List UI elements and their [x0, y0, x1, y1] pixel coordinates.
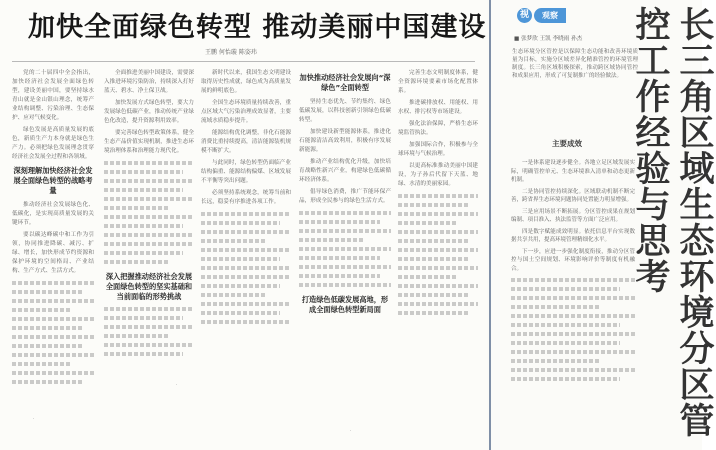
text-line-texture [12, 317, 94, 321]
paper-noise-dot [350, 430, 351, 431]
text-line-texture [511, 368, 635, 372]
text-line-texture [104, 316, 183, 320]
text-line-texture [12, 362, 71, 366]
article-column-1 [12, 69, 94, 449]
text-line-texture [398, 221, 456, 225]
text-line-texture [398, 266, 478, 270]
column-1-paragraph: 绿色发展是高质量发展的底色，新质生产力本身就是绿色生产力。必须把绿色发展理念贯穿经济社会发展全过程和各领域。 [12, 127, 94, 160]
text-line-texture [299, 247, 391, 251]
text-line-texture [398, 212, 478, 216]
text-line-texture [398, 248, 478, 252]
text-line-texture [398, 293, 468, 297]
column-3-paragraph: 能源结构优化调整，非化石能源消费比重持续提高，清洁能源装机规模不断扩大。 [201, 130, 291, 154]
column-2-paragraph: 加快发展方式绿色转型，要大力发展绿色低碳产业，推动传统产业绿色化改造，提升资源利用效率。 [104, 100, 194, 124]
text-line-texture [12, 308, 71, 312]
text-line-texture [398, 275, 456, 279]
column-5-paragraph: 以更高标准推动美丽中国建设，为子孙后代留下天蓝、地绿、水清的美丽家园。 [398, 163, 478, 187]
text-line-texture [104, 334, 169, 338]
observation-badge-icon: 视 [517, 8, 532, 23]
text-line-texture [511, 296, 635, 300]
text-line-texture [104, 251, 183, 255]
text-line-texture [104, 161, 194, 165]
text-line-texture [104, 179, 194, 183]
paper-noise-dot [33, 418, 34, 419]
column-5-paragraph: 加强国际合作，积极参与全球环境与气候治理。 [398, 142, 478, 157]
article-column-2 [104, 69, 194, 449]
text-line-texture [201, 266, 291, 270]
text-line-texture [299, 265, 391, 269]
observation-badge-label: 观察 [534, 8, 566, 23]
text-line-texture [511, 287, 620, 291]
text-line-texture [511, 359, 600, 363]
text-line-texture [299, 274, 380, 278]
text-line-texture [201, 230, 291, 234]
text-line-texture [104, 307, 194, 311]
column-1-paragraph: 党的二十届四中全会指出，加快经济社会发展全面绿色转型，建设美丽中国，要坚持绿水青山就是金山银山理念，统筹产业结构调整、污染治理、生态保护、应对气候变化。 [12, 70, 94, 121]
text-line-texture [511, 323, 620, 327]
text-line-texture [104, 260, 169, 264]
right-vertical-headline: 长三角区域生态环境分区管控工作经验与思考 [630, 6, 716, 438]
right-article-paragraph: 二是协同管控持续深化。区域联动机制不断完善，跨省界生态环境问题协同处置能力明显增强。 [511, 188, 635, 203]
text-line-texture [299, 256, 380, 260]
text-line-texture [511, 332, 635, 336]
text-line-texture [398, 311, 468, 315]
text-line-texture [398, 257, 468, 261]
article-column-3 [201, 69, 291, 449]
paper-noise-dot [176, 384, 177, 385]
text-line-texture [201, 248, 291, 252]
text-line-texture [201, 212, 291, 216]
text-line-texture [104, 170, 183, 174]
text-line-texture [201, 311, 280, 315]
column-4-paragraph: 推动产业结构优化升级，加快培育战略性新兴产业，构建绿色低碳循环经济体系。 [299, 159, 391, 183]
text-line-texture [104, 215, 194, 219]
column-2-paragraph: 要完善绿色转型政策体系，健全生态产品价值实现机制，推进生态环境治理体系和治理能力现代化。 [104, 130, 194, 154]
text-line-texture [299, 211, 391, 215]
text-line-texture [104, 233, 194, 237]
headline-rule [12, 61, 475, 62]
observation-badge [517, 6, 566, 24]
right-article-body [511, 159, 635, 446]
text-line-texture [398, 302, 478, 306]
right-article-authors: ■ 张梦欣 王凯 李晓雨 孙杰 [514, 36, 583, 42]
text-line-texture [201, 221, 280, 225]
text-line-texture [104, 206, 169, 210]
text-line-texture [104, 242, 194, 246]
right-article-paragraph: 下一步，应进一步强化制度衔接，推动分区管控与国土空间规划、环境影响评价等制度有机融合。 [511, 248, 635, 272]
text-line-texture [12, 299, 94, 303]
column-3-paragraph: 必须坚持系统观念，统筹当前和长远，稳妥有序推进各项工作。 [201, 190, 291, 205]
column-2-section-title: 深入把握推动经济社会发展全面绿色转型的坚实基础和当前面临的形势挑战 [105, 272, 193, 301]
text-line-texture [511, 350, 635, 354]
text-line-texture [511, 305, 600, 309]
text-line-texture [104, 188, 183, 192]
text-line-texture [201, 239, 266, 243]
text-line-texture [511, 278, 635, 282]
column-1-section-title: 深刻理解加快经济社会发展全面绿色转型的战略考量 [13, 166, 93, 195]
text-line-texture [201, 257, 280, 261]
text-line-texture [299, 283, 391, 287]
column-5-paragraph: 强化法治保障，严格生态环境监管执法。 [398, 121, 478, 136]
text-line-texture [104, 197, 194, 201]
right-article-page [489, 0, 716, 450]
text-line-texture [201, 293, 266, 297]
text-line-texture [104, 352, 183, 356]
column-5-paragraph: 推进碳排放权、用能权、用水权、排污权等市场建设。 [398, 100, 478, 115]
column-5-paragraph: 完善生态文明制度体系，健全资源环境要素市场化配置体系。 [398, 70, 478, 94]
column-1-paragraph: 推动经济社会发展绿色化、低碳化，是实现高质量发展的关键环节。 [12, 202, 94, 226]
column-3-paragraph: 全国生态环境质量持续改善，重点区域大气污染治理成效显著，主要流域水质稳步提升。 [201, 100, 291, 124]
column-3-paragraph: 与此同时，绿色转型仍面临产业结构偏重、能源结构偏煤、区域发展不平衡等突出问题。 [201, 160, 291, 184]
text-line-texture [104, 224, 183, 228]
main-headline: 加快全面绿色转型 推动美丽中国建设 [28, 12, 487, 43]
text-line-texture [12, 281, 94, 285]
text-line-texture [511, 377, 620, 381]
text-line-texture [398, 194, 478, 198]
right-article-paragraph: 三是应用场景不断拓展。分区管控成果在规划编制、项目准入、执法监管等方面广泛应用。 [511, 208, 635, 223]
text-line-texture [12, 380, 84, 384]
text-line-texture [12, 335, 94, 339]
text-line-texture [398, 239, 468, 243]
text-line-texture [299, 220, 380, 224]
column-4-paragraph: 倡导绿色消费，推广节能环保产品，形成全民参与的绿色生活方式。 [299, 189, 391, 204]
column-2-paragraph: 全面推进美丽中国建设，需要深入推进环境污染防治，持续深入打好蓝天、碧水、净土保卫战。 [104, 70, 194, 94]
text-line-texture [12, 326, 84, 330]
text-line-texture [398, 230, 478, 234]
text-line-texture [12, 344, 84, 348]
right-article-paragraph: 四是数字赋能成效明显。依托信息平台实现数据共享共用，提高环境管理精细化水平。 [511, 228, 635, 243]
text-line-texture [201, 302, 291, 306]
column-4-section-title: 加快推动经济社会发展向“深绿色”全面转型 [299, 73, 391, 92]
right-article-paragraph: 一是体系建设逐步健全。各地立足区域发展实际，明确管控单元、生态环境准入清单和动态更新机制。 [511, 160, 635, 183]
column-3-paragraph: 新时代以来，我国生态文明建设取得历史性成就，绿色成为高质量发展的鲜明底色。 [201, 70, 291, 94]
text-line-texture [12, 290, 84, 294]
text-line-texture [12, 353, 94, 357]
text-line-texture [104, 325, 194, 329]
column-4-bottom-title: 打造绿色低碳发展高地，形成全面绿色转型新局面 [301, 295, 389, 314]
text-line-texture [398, 284, 478, 288]
column-1-paragraph: 要以碳达峰碳中和工作为引领，协同推进降碳、减污、扩绿、增长，加快形成节约资源和保护环境的空间格局、产业结构、生产方式、生活方式。 [12, 232, 94, 274]
column-4-paragraph: 加快建设新型能源体系，推进化石能源清洁高效利用，积极有序发展新能源。 [299, 129, 391, 153]
left-byline: 王鹏 何怡璇 陈姿玮 [205, 49, 257, 56]
column-4-paragraph: 坚持生态优先、节约集约、绿色低碳发展，以科技创新引领绿色低碳转型。 [299, 99, 391, 123]
article-column-5 [398, 69, 478, 449]
text-line-texture [299, 238, 365, 242]
text-line-texture [201, 284, 280, 288]
text-line-texture [201, 320, 291, 324]
right-article-subtitle: 主要成效 [552, 139, 582, 148]
text-line-texture [104, 343, 194, 347]
article-column-4 [299, 69, 391, 449]
text-line-texture [511, 341, 620, 345]
right-article-intro: 生态环境分区管控是以保障生态功能和改善环境质量为目标，实施分区域差异化精准管控的环境管理制度。长三角区域积极探索，推动跨区域协同管控和成果应用，形成了可复制推广的经验做法。 [512, 49, 638, 79]
text-line-texture [201, 275, 291, 279]
text-line-texture [12, 371, 94, 375]
text-line-texture [398, 203, 468, 207]
text-line-texture [511, 314, 635, 318]
text-line-texture [299, 229, 391, 233]
